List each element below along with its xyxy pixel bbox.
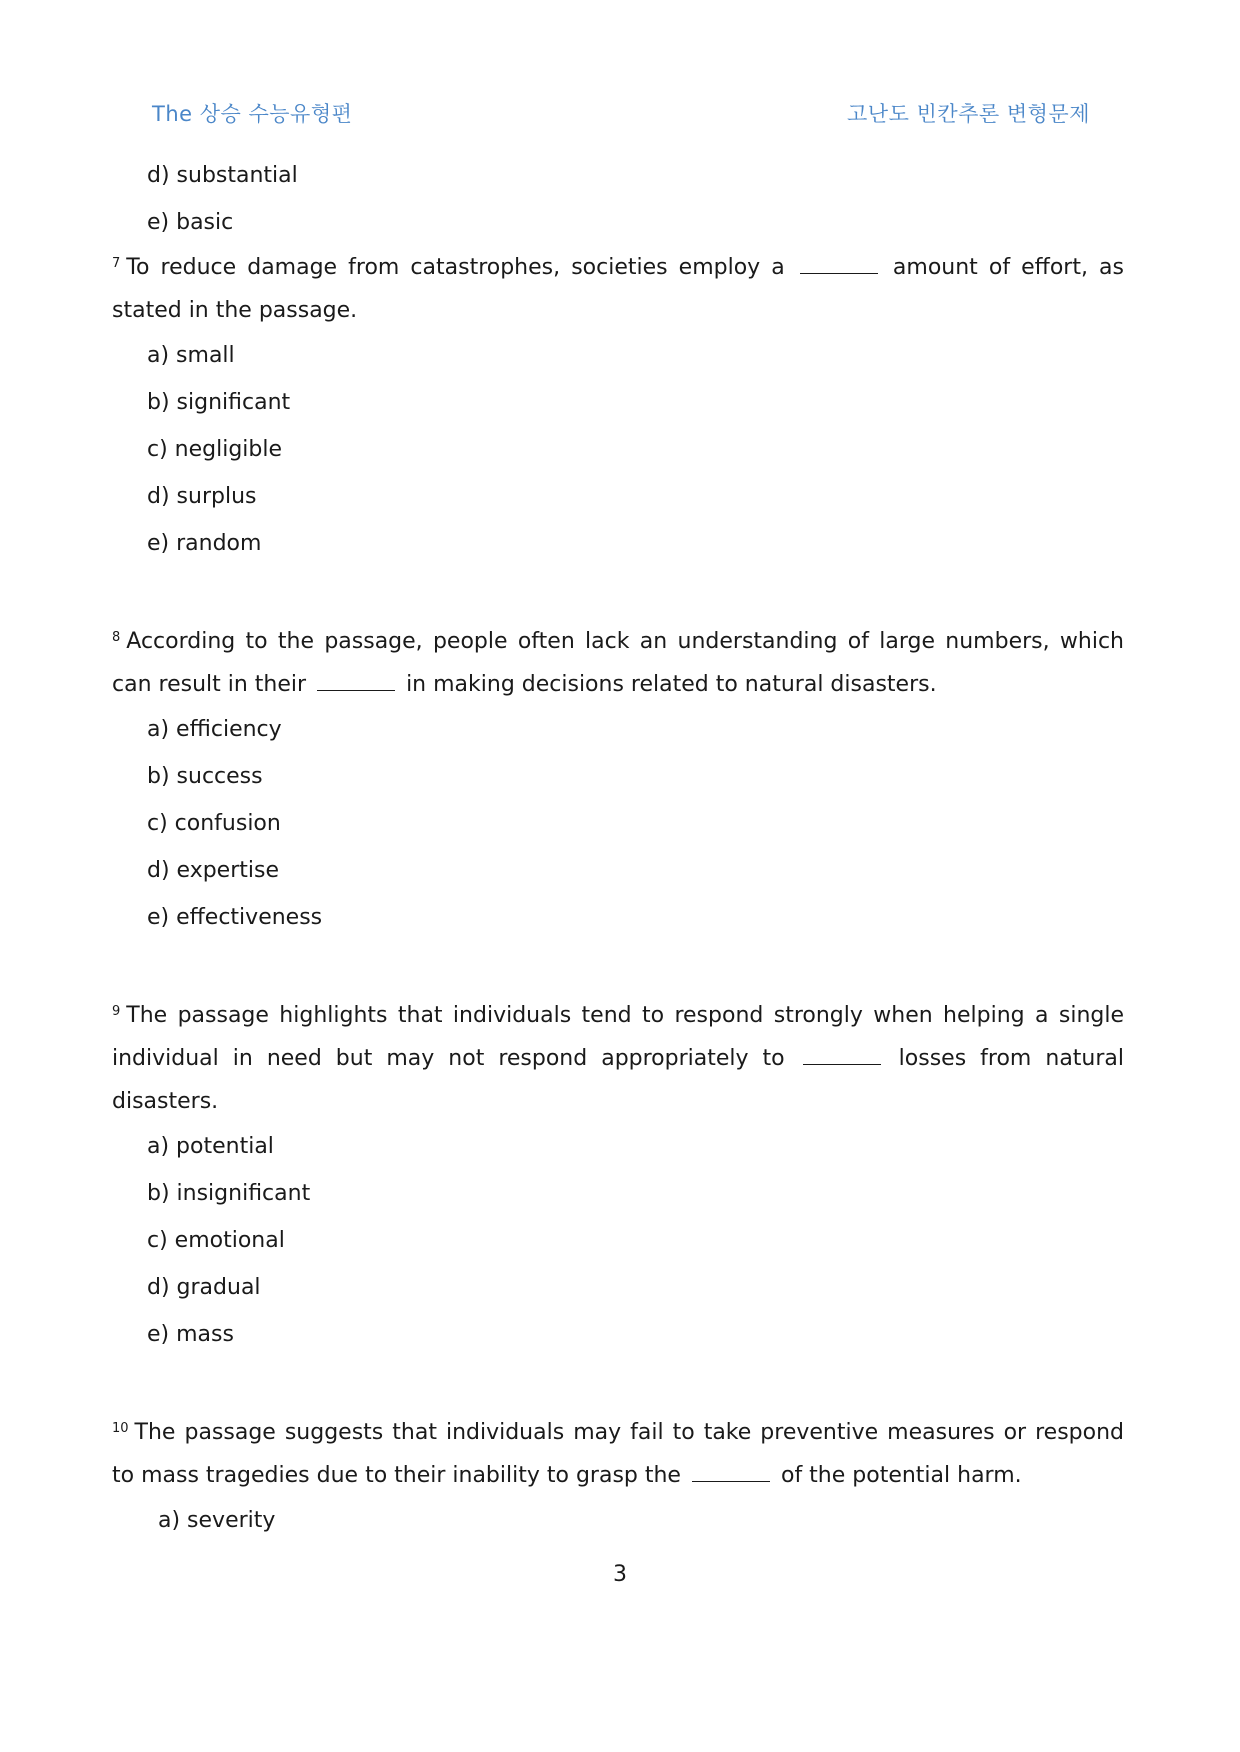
option-item: a) severity: [158, 1508, 276, 1533]
option-item: c) negligible: [147, 437, 283, 462]
header-section-title: 고난도 빈칸추론 변형문제: [847, 102, 1090, 126]
question-text-before: According to the passage, people often lack an understanding of large numbers, which can result in their: [112, 629, 1124, 697]
answer-options: [112, 706, 1124, 941]
option-item: e) random: [147, 531, 262, 556]
question-7: [112, 246, 1124, 567]
question-text-before: The passage highlights that individuals tend to respond strongly when helping a single individual in need but may not respond appropriately to: [112, 1003, 1124, 1071]
option-item: b) insignificant: [147, 1181, 311, 1206]
question-number: 8: [112, 630, 121, 645]
question-text-after: amount of effort, as stated in the passage.: [112, 255, 1124, 323]
option-item: e) mass: [147, 1322, 234, 1347]
question-text: [112, 1411, 1124, 1497]
answer-options: [112, 1497, 1124, 1544]
question-text-after: losses from natural disasters.: [112, 1046, 1125, 1114]
header-book-title: The 상승 수능유형편: [152, 102, 353, 126]
question-text-before: The passage suggests that individuals may fail to take preventive measures or respond to mass tragedies due to their inability to grasp the: [112, 1420, 1124, 1488]
question-text: [112, 620, 1124, 706]
answer-blank: [803, 1042, 881, 1065]
answer-blank: [800, 251, 878, 274]
question-9: [112, 994, 1124, 1358]
page-content: [112, 152, 1124, 1597]
option-item: a) efficiency: [147, 717, 282, 742]
answer-options: [112, 1123, 1124, 1358]
page-number: 3: [613, 1562, 627, 1587]
option-item: a) potential: [147, 1134, 274, 1159]
leftover-options: [112, 152, 1124, 246]
question-number: 9: [112, 1004, 121, 1019]
question-text-after: in making decisions related to natural disasters.: [406, 672, 937, 697]
option-item: d) substantial: [147, 163, 298, 188]
question-text: [112, 246, 1124, 332]
answer-options: [112, 332, 1124, 567]
question-number: 7: [112, 256, 121, 271]
answer-blank: [692, 1459, 770, 1482]
question-8: [112, 620, 1124, 941]
option-item: c) emotional: [147, 1228, 285, 1253]
option-item: d) gradual: [147, 1275, 261, 1300]
question-text-after: of the potential harm.: [780, 1463, 1022, 1488]
question-number: 10: [112, 1421, 129, 1436]
option-item: e) effectiveness: [147, 905, 323, 930]
option-item: a) small: [147, 343, 235, 368]
question-10: [112, 1411, 1124, 1544]
option-item: e) basic: [147, 210, 234, 235]
answer-blank: [317, 668, 395, 691]
question-text-before: To reduce damage from catastrophes, societies employ a: [126, 255, 785, 280]
option-item: c) confusion: [147, 811, 281, 836]
option-item: b) success: [147, 764, 263, 789]
option-item: d) surplus: [147, 484, 257, 509]
question-text: [112, 994, 1124, 1123]
option-item: b) significant: [147, 390, 291, 415]
option-item: d) expertise: [147, 858, 279, 883]
